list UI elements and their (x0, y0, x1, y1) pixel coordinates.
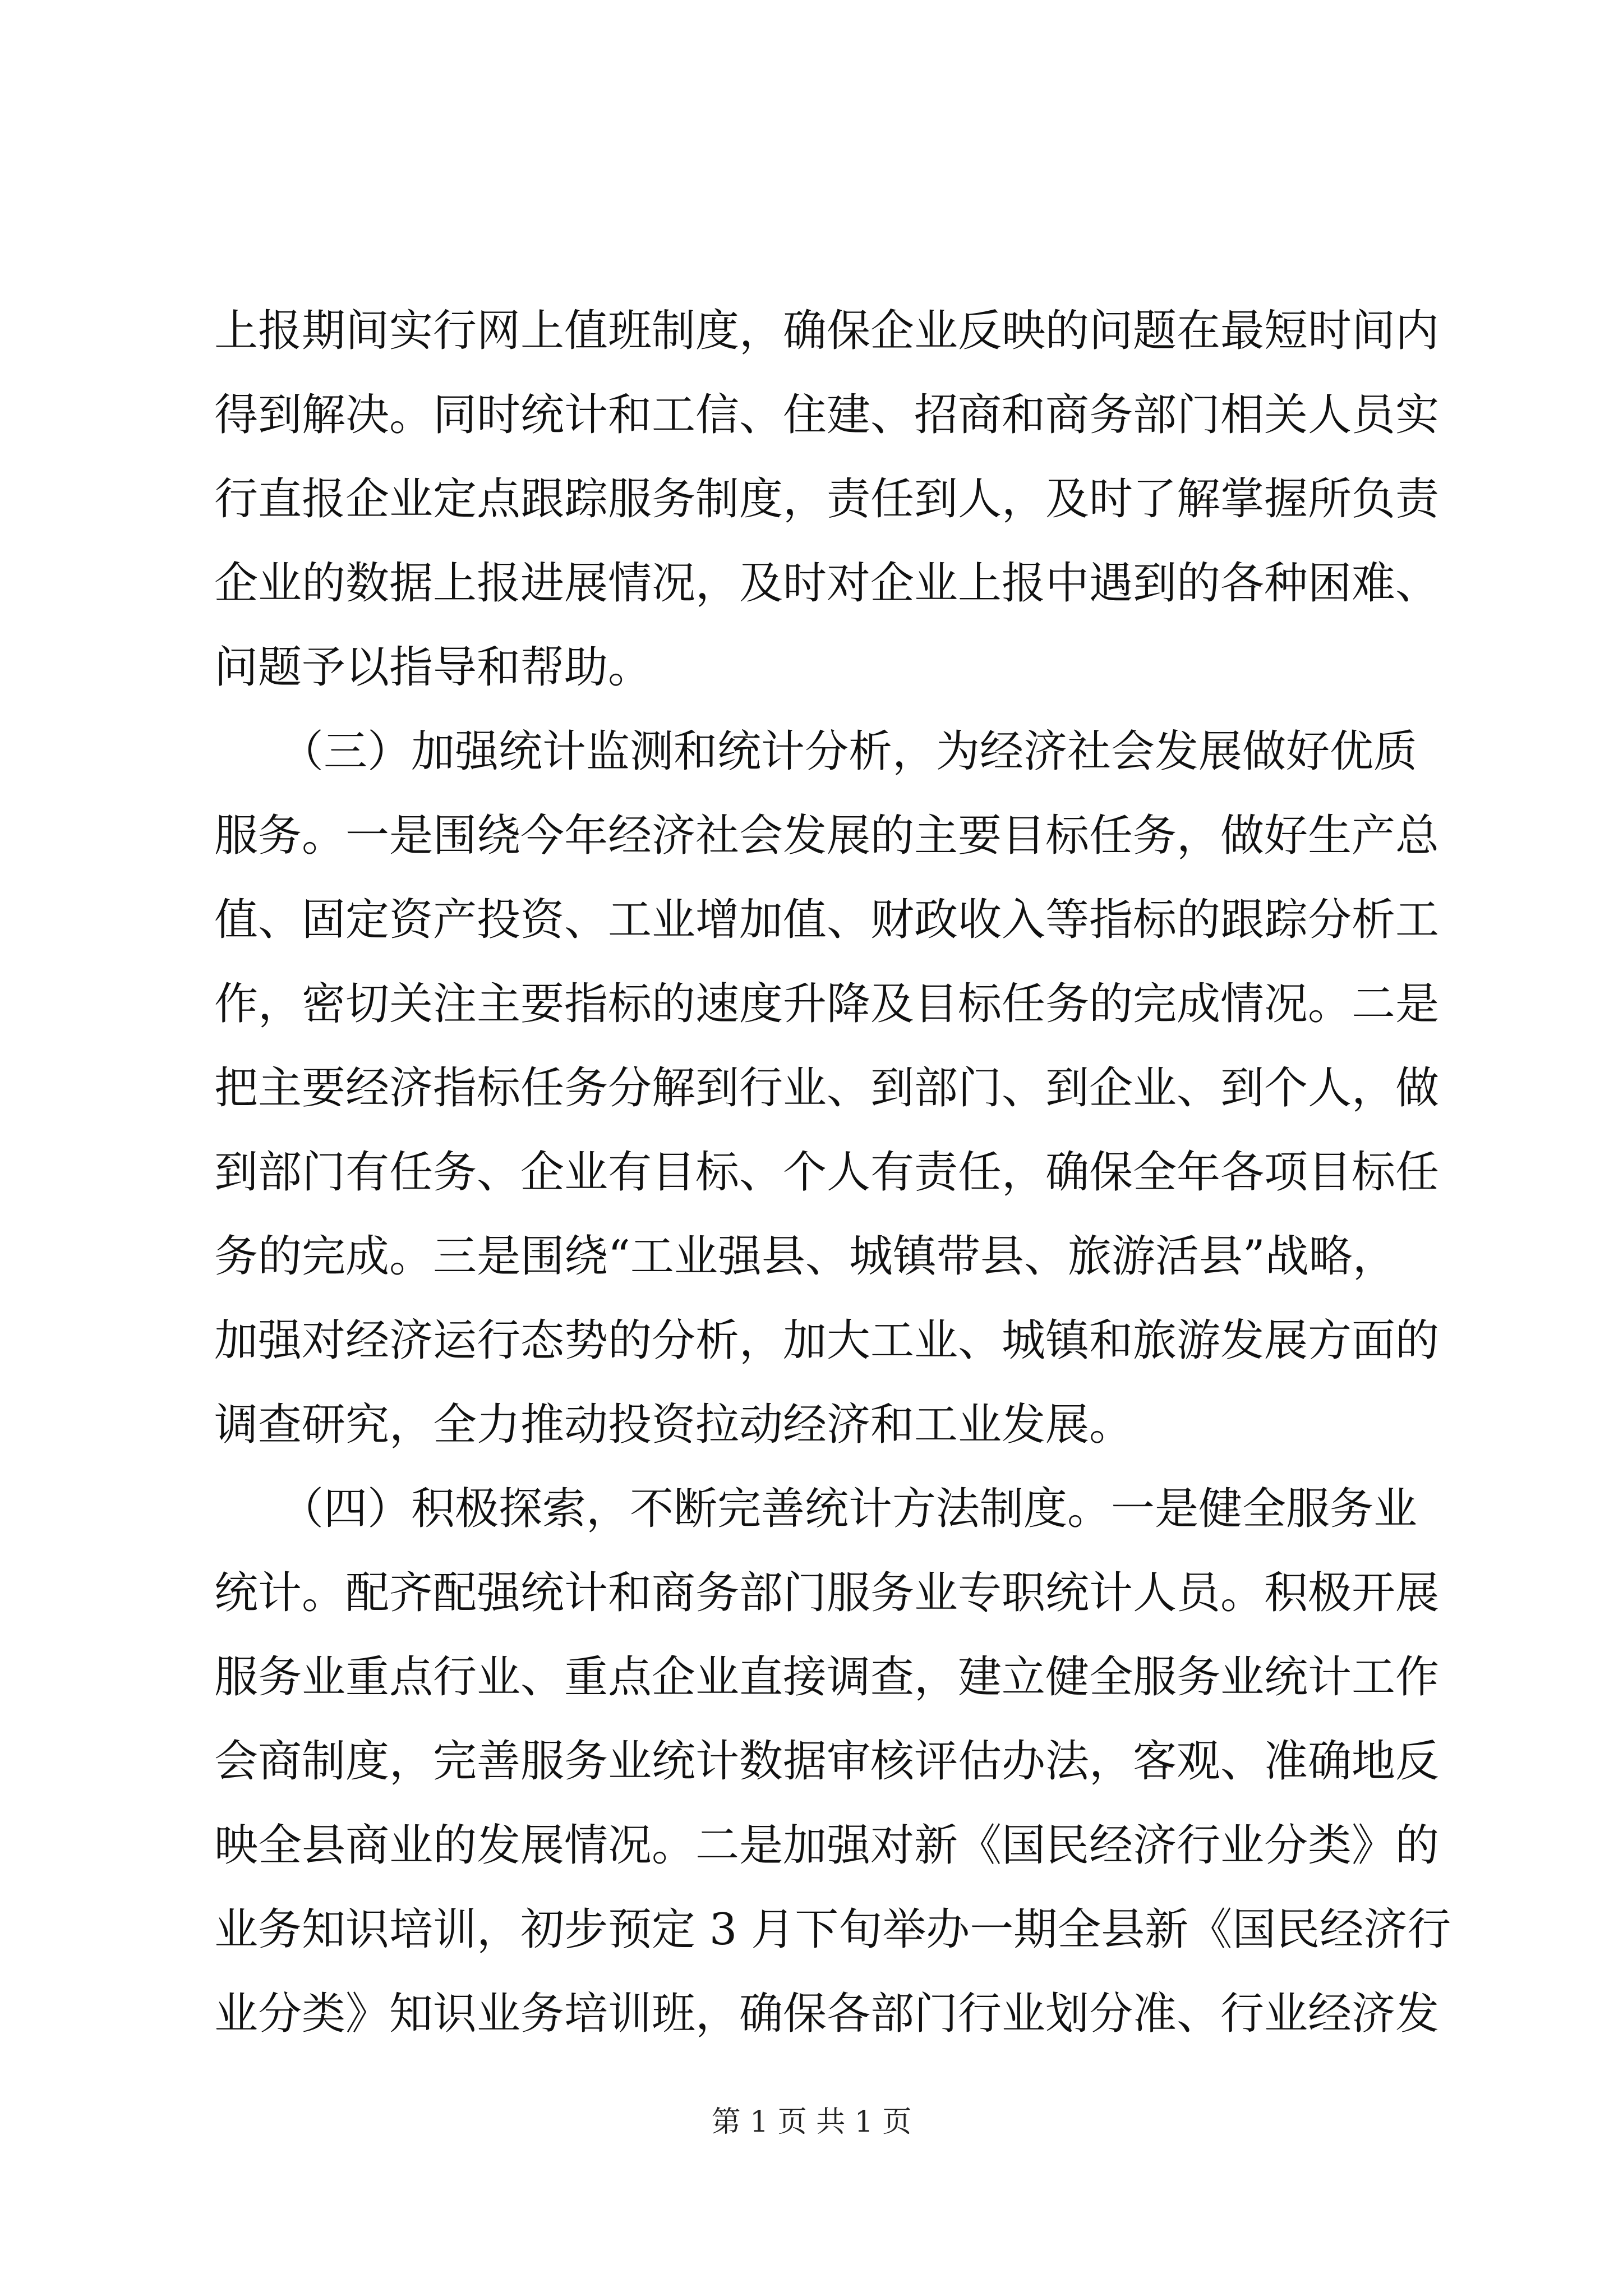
text-line: 值、固定资产投资、工业增加值、财政收入等指标的跟踪分析工 (214, 895, 1440, 945)
text-line: 把主要经济指标任务分解到行业、到部门、到企业、到个人，做 (214, 1063, 1440, 1114)
text-line: 服务。一是围绕今年经济社会发展的主要目标任务，做好生产总 (214, 811, 1440, 861)
text-line: 映全县商业的发展情况。二是加强对新《国民经济行业分类》的 (214, 1820, 1440, 1871)
page-number-label: 第 1 页 共 1 页 (711, 2105, 912, 2139)
text-line: 上报期间实行网上值班制度，确保企业反映的问题在最短时间内 (214, 306, 1440, 356)
section-heading-line: （四）积极探索，不断完善统计方法制度。一是健全服务业 (214, 1484, 1418, 1534)
page-footer (0, 2102, 1623, 2142)
text-line: 会商制度，完善服务业统计数据审核评估办法，客观、准确地反 (214, 1736, 1440, 1787)
text-line: 务的完成。三是围绕“工业强县、城镇带县、旅游活县”战略， (214, 1231, 1396, 1282)
text-line: 业务知识培训，初步预定 3 月下旬举办一期全县新《国民经济行 (214, 1904, 1451, 1955)
text-line: 问题予以指导和帮助。 (214, 642, 652, 693)
text-line: 调查研究，全力推动投资拉动经济和工业发展。 (214, 1400, 1133, 1450)
text-line: 统计。配齐配强统计和商务部门服务业专职统计人员。积极开展 (214, 1568, 1440, 1618)
document-body (214, 289, 1451, 2056)
text-line: 企业的数据上报进展情况，及时对企业上报中遇到的各种困难、 (214, 558, 1440, 609)
text-line: 得到解决。同时统计和工信、住建、招商和商务部门相关人员实 (214, 390, 1440, 440)
text-line: 行直报企业定点跟踪服务制度，责任到人，及时了解掌握所负责 (214, 474, 1440, 524)
text-line: 业分类》知识业务培训班，确保各部门行业划分准、行业经济发 (214, 1989, 1440, 2039)
text-line: 到部门有任务、企业有目标、个人有责任，确保全年各项目标任 (214, 1147, 1440, 1198)
text-line: 作，密切关注主要指标的速度升降及目标任务的完成情况。二是 (214, 979, 1440, 1029)
text-line: 加强对经济运行态势的分析，加大工业、城镇和旅游发展方面的 (214, 1315, 1440, 1366)
section-heading-line: （三）加强统计监测和统计分析，为经济社会发展做好优质 (214, 726, 1418, 777)
text-line: 服务业重点行业、重点企业直接调查，建立健全服务业统计工作 (214, 1652, 1440, 1703)
